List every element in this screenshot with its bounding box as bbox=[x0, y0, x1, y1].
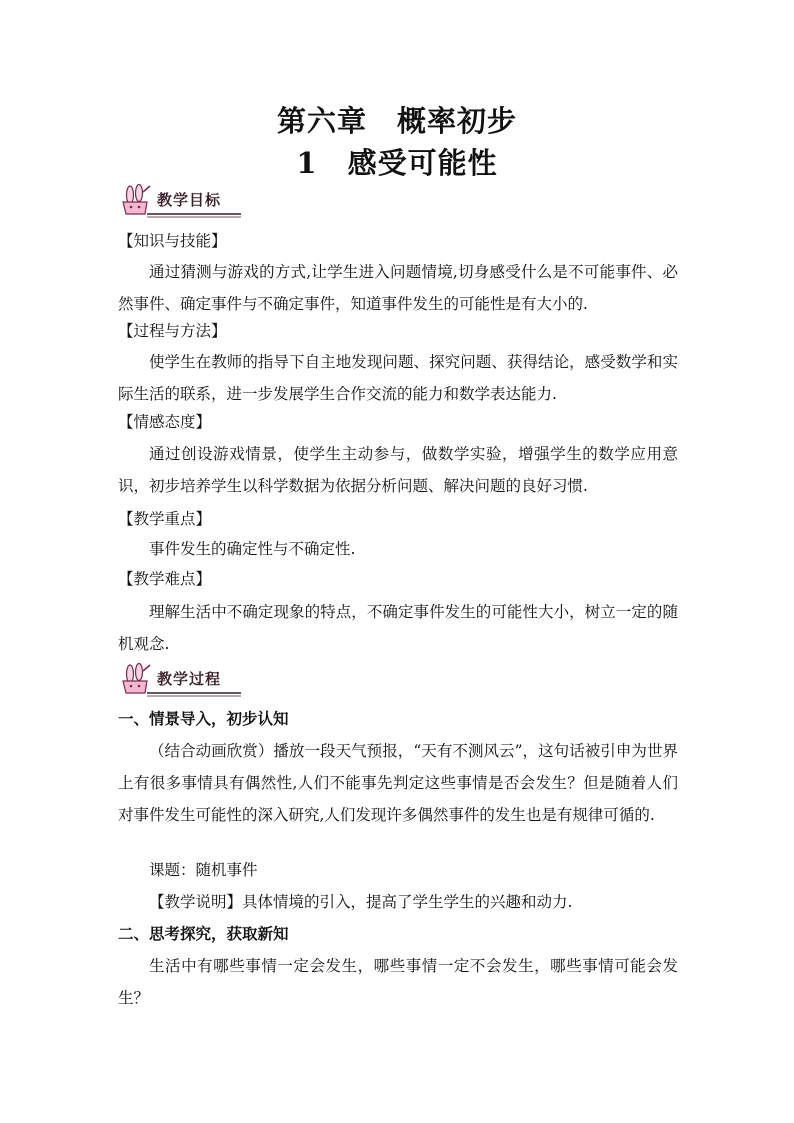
process-badge bbox=[117, 663, 241, 697]
key-point-text: 事件发生的确定性与不确定性. bbox=[149, 540, 356, 558]
objectives-badge bbox=[117, 184, 241, 218]
method-text: 使学生在教师的指导下自主地发现问题、探究问题、获得结论，感受数学和实际生活的联系，进一步发展学生合作交流的能力和数学表达能力. bbox=[118, 353, 678, 403]
chapter-title: 第六章 概率初步 bbox=[276, 104, 517, 138]
teaching-note: 【教学说明】具体情境的引入，提高了学生学生的兴趣和动力. bbox=[149, 893, 573, 911]
topic-line: 课题：随机事件 bbox=[149, 861, 258, 879]
section-1-title: 一、情景导入，初步认知 bbox=[118, 710, 289, 728]
difficulty-text: 理解生活中不确定现象的特点，不确定事件发生的可能性大小，树立一定的随机观念. bbox=[118, 603, 678, 653]
emotion-text: 通过创设游戏情景，使学生主动参与，做数学实验，增强学生的数学应用意识，初步培养学生以科学数据为依据分析问题、解决问题的良好习惯. bbox=[118, 445, 678, 495]
method-heading: 【过程与方法】 bbox=[118, 322, 227, 340]
knowledge-text: 通过猜测与游戏的方式,让学生进入问题情境,切身感受什么是不可能事件、必然事件、确定事件与不确定事件，知道事件发生的可能性是有大小的. bbox=[118, 263, 678, 313]
emotion-heading: 【情感态度】 bbox=[118, 413, 212, 431]
badge-label: 教学过程 bbox=[157, 670, 222, 688]
section-2-text: 生活中有哪些事情一定会发生，哪些事情一定不会发生，哪些事情可能会发生？ bbox=[118, 957, 678, 1007]
lesson-title: 1 感受可能性 bbox=[296, 146, 498, 180]
knowledge-heading: 【知识与技能】 bbox=[118, 232, 227, 250]
difficulty-heading: 【教学难点】 bbox=[118, 570, 212, 588]
key-point-heading: 【教学重点】 bbox=[118, 510, 212, 528]
section-1-text: （结合动画欣赏）播放一段天气预报，“天有不测风云”，这句话被引申为世界上有很多事情具有偶然性,人们不能事先判定这些事情是否会发生？但是随着人们对事件发生可能性的深入研究,人们发现许多偶然事件的发生也是有规律可循的. bbox=[118, 742, 678, 824]
section-2-title: 二、思考探究，获取新知 bbox=[118, 925, 289, 943]
badge-label: 教学目标 bbox=[157, 191, 222, 209]
